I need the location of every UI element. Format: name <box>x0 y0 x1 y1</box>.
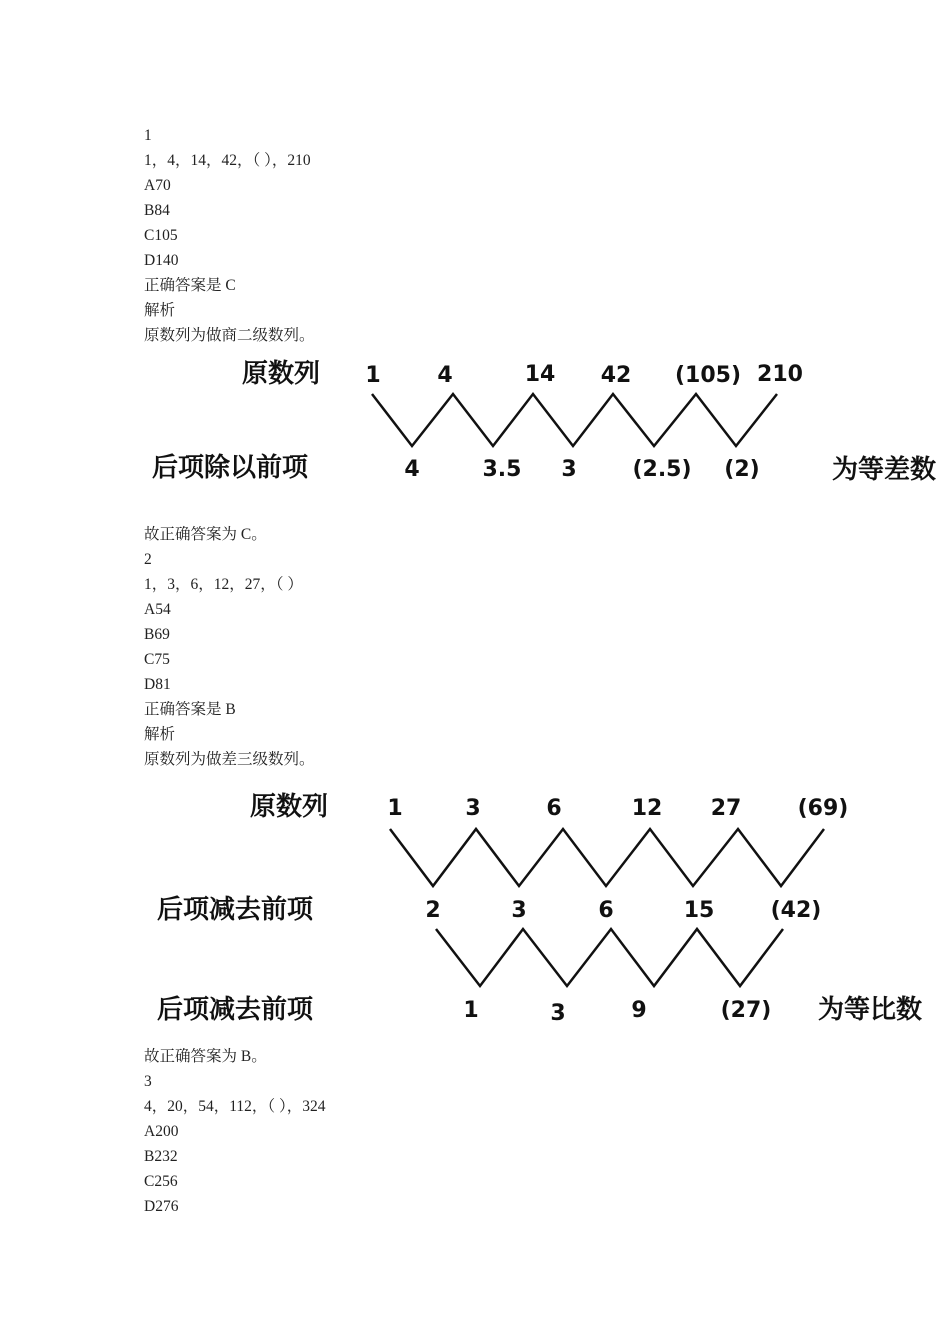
difference-term: 3 <box>511 898 527 923</box>
option-b: B84 <box>144 202 170 219</box>
option-d: D81 <box>144 676 171 693</box>
final-answer: 故正确答案为 C。 <box>144 526 267 543</box>
option-a: A54 <box>144 601 171 618</box>
quotient-sequence-diagram <box>140 352 950 502</box>
option-c: C105 <box>144 227 178 244</box>
row1-label: 原数列 <box>250 792 329 822</box>
sequence-term: 1 <box>387 796 403 821</box>
zigzag-connector <box>436 929 783 986</box>
difference-sequence-diagram <box>140 780 950 1040</box>
second-difference-term-answer: (27) <box>720 998 772 1023</box>
sequence-term: 6 <box>546 796 562 821</box>
option-d: D276 <box>144 1198 179 1215</box>
correct-answer: 正确答案是 C <box>144 277 236 294</box>
final-answer: 故正确答案为 B。 <box>144 1048 267 1065</box>
question-sequence: 1，3，6，12，27，（ ） <box>144 576 303 593</box>
conclusion-text: 为等差数 <box>832 455 937 485</box>
row2-label: 后项除以前项 <box>152 453 309 483</box>
analysis-text: 原数列为做商二级数列。 <box>144 327 315 344</box>
sequence-term: 210 <box>757 362 803 387</box>
ratio-term: (2.5) <box>632 457 692 482</box>
analysis-label: 解析 <box>144 302 176 319</box>
ratio-term: (2) <box>724 457 760 482</box>
sequence-term: 3 <box>465 796 481 821</box>
ratio-term: 3 <box>561 457 577 482</box>
sequence-term: 1 <box>365 363 381 388</box>
option-b: B232 <box>144 1148 178 1165</box>
question-number: 2 <box>144 551 152 568</box>
correct-answer: 正确答案是 B <box>144 701 236 718</box>
difference-term: 6 <box>598 898 614 923</box>
question-sequence: 4，20，54，112，（ ），324 <box>144 1098 326 1115</box>
sequence-term: 14 <box>524 362 556 387</box>
sequence-term-answer: (105) <box>674 363 742 388</box>
zigzag-connector <box>390 829 824 886</box>
ratio-term: 4 <box>404 457 420 482</box>
difference-term-answer: (42) <box>770 898 822 923</box>
difference-term: 2 <box>425 898 441 923</box>
row1-label: 原数列 <box>242 359 321 389</box>
second-difference-term: 1 <box>463 998 479 1023</box>
conclusion-text: 为等比数 <box>818 995 923 1025</box>
sequence-term: 4 <box>437 363 453 388</box>
sequence-term: 42 <box>600 363 632 388</box>
option-d: D140 <box>144 252 179 269</box>
option-a: A200 <box>144 1123 179 1140</box>
sequence-term: 12 <box>631 796 663 821</box>
analysis-text: 原数列为做差三级数列。 <box>144 751 315 768</box>
sequence-term: 27 <box>710 796 742 821</box>
row2-label: 后项减去前项 <box>157 895 314 925</box>
option-b: B69 <box>144 626 170 643</box>
ratio-term: 3.5 <box>482 457 522 482</box>
question-sequence: 1，4，14，42，（ ），210 <box>144 152 311 169</box>
row3-label: 后项减去前项 <box>157 995 314 1025</box>
analysis-label: 解析 <box>144 726 176 743</box>
second-difference-term: 3 <box>550 1001 566 1026</box>
question-number: 1 <box>144 127 152 144</box>
option-a: A70 <box>144 177 171 194</box>
option-c: C75 <box>144 651 170 668</box>
difference-term: 15 <box>683 898 715 923</box>
second-difference-term: 9 <box>631 998 647 1023</box>
option-c: C256 <box>144 1173 178 1190</box>
zigzag-connector <box>372 394 777 446</box>
sequence-term-answer: (69) <box>797 796 849 821</box>
question-number: 3 <box>144 1073 152 1090</box>
